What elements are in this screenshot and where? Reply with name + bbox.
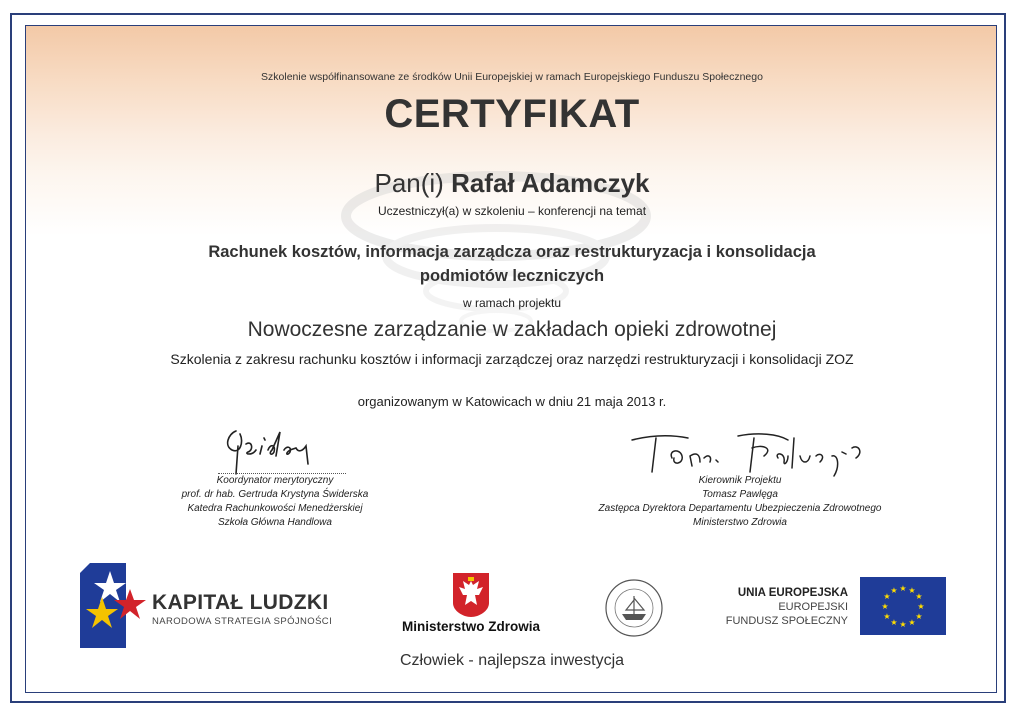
svg-text:★: ★: [890, 586, 898, 595]
svg-text:★: ★: [915, 612, 923, 621]
recipient-prefix: Pan(i): [374, 168, 452, 198]
within-project: w ramach projektu: [462, 296, 562, 310]
svg-text:★: ★: [883, 592, 891, 601]
recipient-line: [0, 168, 1024, 199]
kapital-ludzki-subtitle: NARODOWA STRATEGIA SPÓJNOŚCI: [152, 616, 333, 627]
left-name: prof. dr hab. Gertruda Krystyna Świderska: [181, 489, 369, 500]
sgh-stamp-icon: [604, 578, 664, 638]
eu-line-1: UNIA EUROPEJSKA: [737, 587, 848, 599]
eu-line-3: FUNDUSZ SPOŁECZNY: [725, 615, 848, 627]
project-description: Szkolenia z zakresu rachunku kosztów i informacji zarządczej oraz narzędzi restrukturyzacji i konsolidacji ZOZ: [170, 351, 854, 367]
right-signatory: [580, 474, 900, 530]
svg-text:★: ★: [908, 586, 916, 595]
left-signatory: [150, 474, 400, 530]
svg-text:★: ★: [908, 618, 916, 627]
training-topic: [0, 240, 1024, 288]
kapital-ludzki-logo-icon: [80, 563, 150, 648]
project-name: Nowoczesne zarządzanie w zakładach opieki zdrowotnej: [247, 318, 777, 341]
recipient-name: Rafał Adamczyk: [451, 168, 650, 198]
topic-line-1: Rachunek kosztów, informacja zarządcza oraz restrukturyzacja i konsolidacja: [208, 243, 816, 261]
svg-text:★: ★: [899, 620, 907, 629]
eu-line-2: EUROPEJSKI: [778, 601, 848, 613]
eu-flag-icon: [860, 577, 946, 635]
certificate-title: CERTYFIKAT: [384, 92, 640, 136]
kapital-ludzki-title: KAPITAŁ LUDZKI: [152, 591, 329, 614]
right-position: Zastępca Dyrektora Departamentu Ubezpieczenia Zdrowotnego: [598, 503, 882, 514]
participation-text: Uczestniczył(a) w szkoleniu – konferencji na temat: [377, 204, 647, 218]
svg-text:★: ★: [883, 612, 891, 621]
svg-text:★: ★: [899, 584, 907, 593]
polish-eagle-emblem-icon: [453, 573, 489, 617]
eu-text: [700, 586, 848, 628]
svg-text:★: ★: [917, 602, 925, 611]
left-role: Koordynator merytoryczny: [216, 475, 334, 486]
right-role: Kierownik Projektu: [698, 475, 782, 486]
organized-date: organizowanym w Katowicach w dniu 21 maja 2013 r.: [357, 394, 667, 409]
svg-text:★: ★: [915, 592, 923, 601]
right-name: Tomasz Pawlęga: [702, 489, 778, 500]
ministry-label: Ministerstwo Zdrowia: [401, 619, 540, 634]
slogan: Człowiek - najlepsza inwestycja: [399, 652, 625, 669]
svg-text:★: ★: [881, 602, 889, 611]
left-unit: Katedra Rachunkowości Menedżerskiej: [187, 503, 363, 514]
topic-line-2: podmiotów leczniczych: [419, 267, 605, 285]
cofinancing-note: Szkolenie współfinansowane ze środków Unii Europejskiej w ramach Europejskiego Funduszu Społecznego: [261, 71, 763, 83]
left-org: Szkoła Główna Handlowa: [218, 517, 332, 528]
svg-text:★: ★: [890, 618, 898, 627]
right-org: Ministerstwo Zdrowia: [693, 517, 787, 528]
